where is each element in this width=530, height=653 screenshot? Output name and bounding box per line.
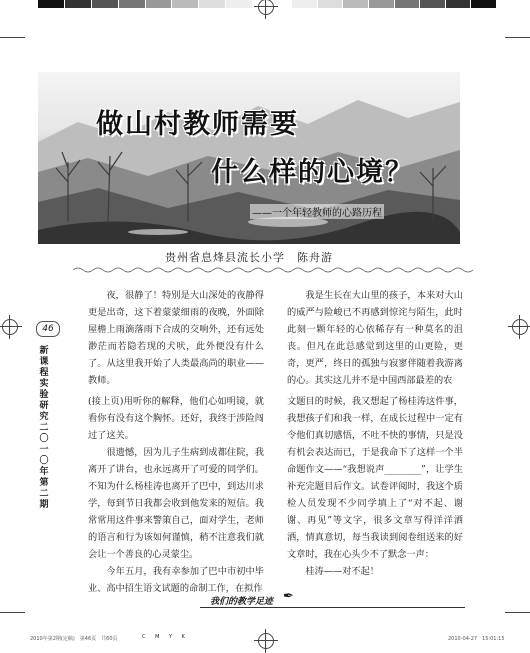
column-right-bottom: [287, 393, 463, 580]
paragraph: (接上页)用听你的解释，他们心如明镜，就看你有没有这个胸怀。还好，我终于涉险闯过了这关。: [88, 396, 264, 441]
section-footer-label: 我们的教学足迹: [210, 597, 274, 607]
crop-mark: [0, 37, 25, 38]
hero-image: [38, 72, 460, 244]
pen-icon: ✒: [283, 589, 294, 604]
cmyk-label: C M Y K: [142, 634, 189, 640]
paragraph: 夜，很静了！特别是大山深处的夜静得更是出奇，这下着蒙蒙细雨的夜晚，外面除屋檐上雨滴落雨下合成的交响外，还有远处渺茫而若隐若现的犬吠，此外便没有什么了。从这里我开始了人类最高尚的职业——教师。: [88, 290, 264, 386]
color-registration-bar-right: [292, 0, 497, 8]
paragraph: 今年五月，我有幸参加了巴中市初中毕业、高中招生语文试题的命制工作，在拟作: [88, 566, 264, 594]
paragraph: 桂涛——对不起！: [305, 566, 379, 577]
print-slug-left: 2010年第2期(定稿) 第46页 共60页: [30, 636, 118, 642]
column-left-top: [88, 287, 264, 389]
paragraph: 文题目的时候，我又想起了杨桂涛这件事，我想孩子们和我一样，在成长过程中一定有令他们真切感悟，不吐不快的事情，只是没有机会表达而已，于是我命下了这样一个半命题作文——“我想说声________”，让学生补充完题目后作文。试卷评阅时，我这个质检人员发现不少同学填上了“对不起、谢谢、再见”等文字，很多文章写得洋洋洒洒，情真意切，每当我读到阅卷组送来的好文章时，我在心头少不了默念一声：: [287, 396, 463, 560]
crop-mark: [505, 612, 530, 613]
footer-rule: [200, 607, 465, 608]
registration-target-icon-bottom: [258, 633, 274, 649]
crop-mark: [0, 612, 25, 613]
article-title-line1: 做山村教师需要: [96, 109, 299, 140]
article-title-line2: 什么样的心境？: [211, 157, 414, 188]
registration-target-icon-right: [512, 319, 528, 335]
author-line: 贵州省息烽县流长小学 陈舟游: [165, 251, 333, 264]
color-registration-bar-left: [38, 0, 253, 8]
registration-target-icon-left: [2, 319, 18, 335]
paragraph: 很遗憾，因为儿子生病到成都住院，我离开了讲台，也永远离开了可爱的同学们。不知为什么杨桂涛也离开了巴中，到达川求学，每到节日我都会收到他发来的短信。我常常用这件事来警策自己，面对学生，老师的语言和行为该如何谨慎，稍不注意我们就会让一个善良的心灵蒙尘。: [88, 447, 264, 560]
print-slug-right: 2010-04-27 15:01:15: [448, 636, 505, 642]
paragraph: 我是生长在大山里的孩子，本来对大山的威严与险峻已不再感到惊诧与陌生，此时此刻一颗年轻的心依稀存有一种莫名的沮丧。但凡在此总感觉到这里的山更险，更奇，更严，终日的孤独与寂寥伴随着我游离的心。其实这儿并不是中国西部最差的农: [287, 290, 463, 386]
journal-side-label: 新课程实验研究 二〇一〇年 第二期: [39, 346, 49, 510]
column-right-top: [287, 287, 463, 389]
wavy-divider: [73, 266, 475, 274]
page-number-badge: 46: [36, 321, 60, 337]
column-left-bottom: [88, 393, 264, 597]
article-subtitle: ——一个年轻教师的心路历程: [250, 204, 384, 219]
registration-target-icon-top: [258, 0, 274, 15]
crop-mark: [505, 37, 530, 38]
